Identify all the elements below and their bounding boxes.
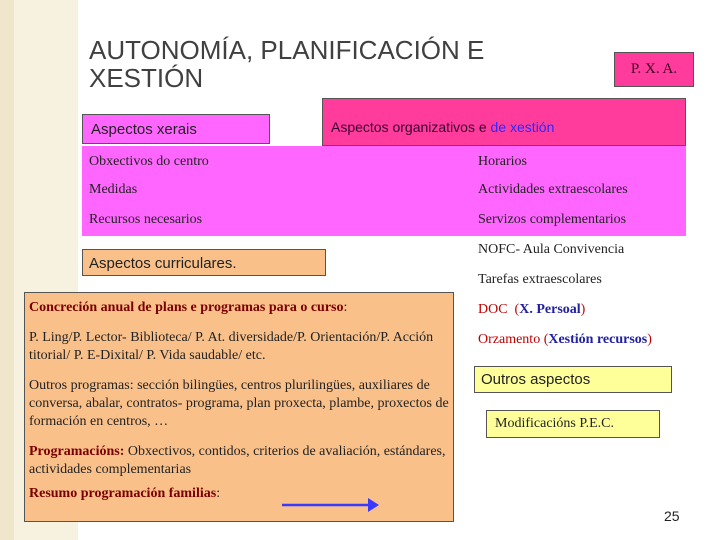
right-item-servizos: Servizos complementarios xyxy=(478,212,627,227)
right-arrow-icon xyxy=(280,495,380,515)
programacions-text: Obxectivos, contidos, criterios de avaliación, estándares, actividades complementarias xyxy=(29,444,450,477)
orzamento-suffix: ) xyxy=(647,332,652,347)
aspectos-curriculares-box: Aspectos curriculares. xyxy=(82,249,326,276)
doc-item xyxy=(478,302,585,318)
orzamento-prefix: Orzamento ( xyxy=(478,332,549,347)
outros-programas-paragraph: Outros programas: sección bilingües, centros plurilingües, auxiliares de conversa, abalar, contratos- programa, plan proxecta, plambe, proxectos de formación en centros, … xyxy=(29,378,449,429)
doc-suffix: ) xyxy=(580,302,586,317)
orzamento-item xyxy=(478,332,652,348)
programacions-label: Programacións: xyxy=(29,444,125,459)
right-item-nofc: NOFC- Aula Convivencia xyxy=(478,242,625,257)
org-e: e xyxy=(474,119,491,135)
org-text: Aspectos organizativos xyxy=(331,119,475,135)
orzamento-bold: Xestión recursos xyxy=(548,332,648,347)
aspectos-organizativos-box xyxy=(322,98,686,146)
org-de: de xyxy=(490,119,507,135)
left-item-medidas: Medidas xyxy=(89,182,138,197)
xerais-prefix: Aspectos xyxy=(91,121,157,138)
doc-bold: X. Persoal xyxy=(519,302,581,317)
resumo-colon: : xyxy=(216,486,221,501)
doc-prefix: DOC ( xyxy=(478,302,520,317)
pxa-box: P. X. A. xyxy=(614,52,694,87)
concrecion-box xyxy=(24,292,454,522)
page-number: 25 xyxy=(664,508,680,524)
concrecion-colon: : xyxy=(343,300,348,315)
org-xestion: xestión xyxy=(506,119,555,135)
right-item-horarios: Horarios xyxy=(478,154,527,169)
side-stripe-edge xyxy=(0,0,14,540)
right-item-actividades: Actividades extraescolares xyxy=(478,182,628,197)
left-item-recursos: Recursos necesarios xyxy=(89,212,203,227)
left-item-obxectivos: Obxectivos do centro xyxy=(89,154,209,169)
resumo-label: Resumo programación familias xyxy=(29,486,217,501)
concrecion-heading: Concreción anual de plans e programas para o curso xyxy=(29,300,344,315)
aspectos-xerais-box xyxy=(82,114,270,144)
outros-aspectos-box: Outros aspectos xyxy=(474,366,672,393)
xerais-bold: xerais xyxy=(156,121,197,138)
modificacions-pec-box: Modificacións P.E.C. xyxy=(486,410,660,438)
slide-title: AUTONOMÍA, PLANIFICACIÓN E XESTIÓN xyxy=(89,35,485,93)
plans-paragraph: P. Ling/P. Lector- Biblioteca/ P. At. diversidade/P. Orientación/P. Acción titorial/ P. E-Dixital/ P. Vida saudable/ etc. xyxy=(29,330,434,363)
right-item-tarefas: Tarefas extraescolares xyxy=(478,272,602,287)
